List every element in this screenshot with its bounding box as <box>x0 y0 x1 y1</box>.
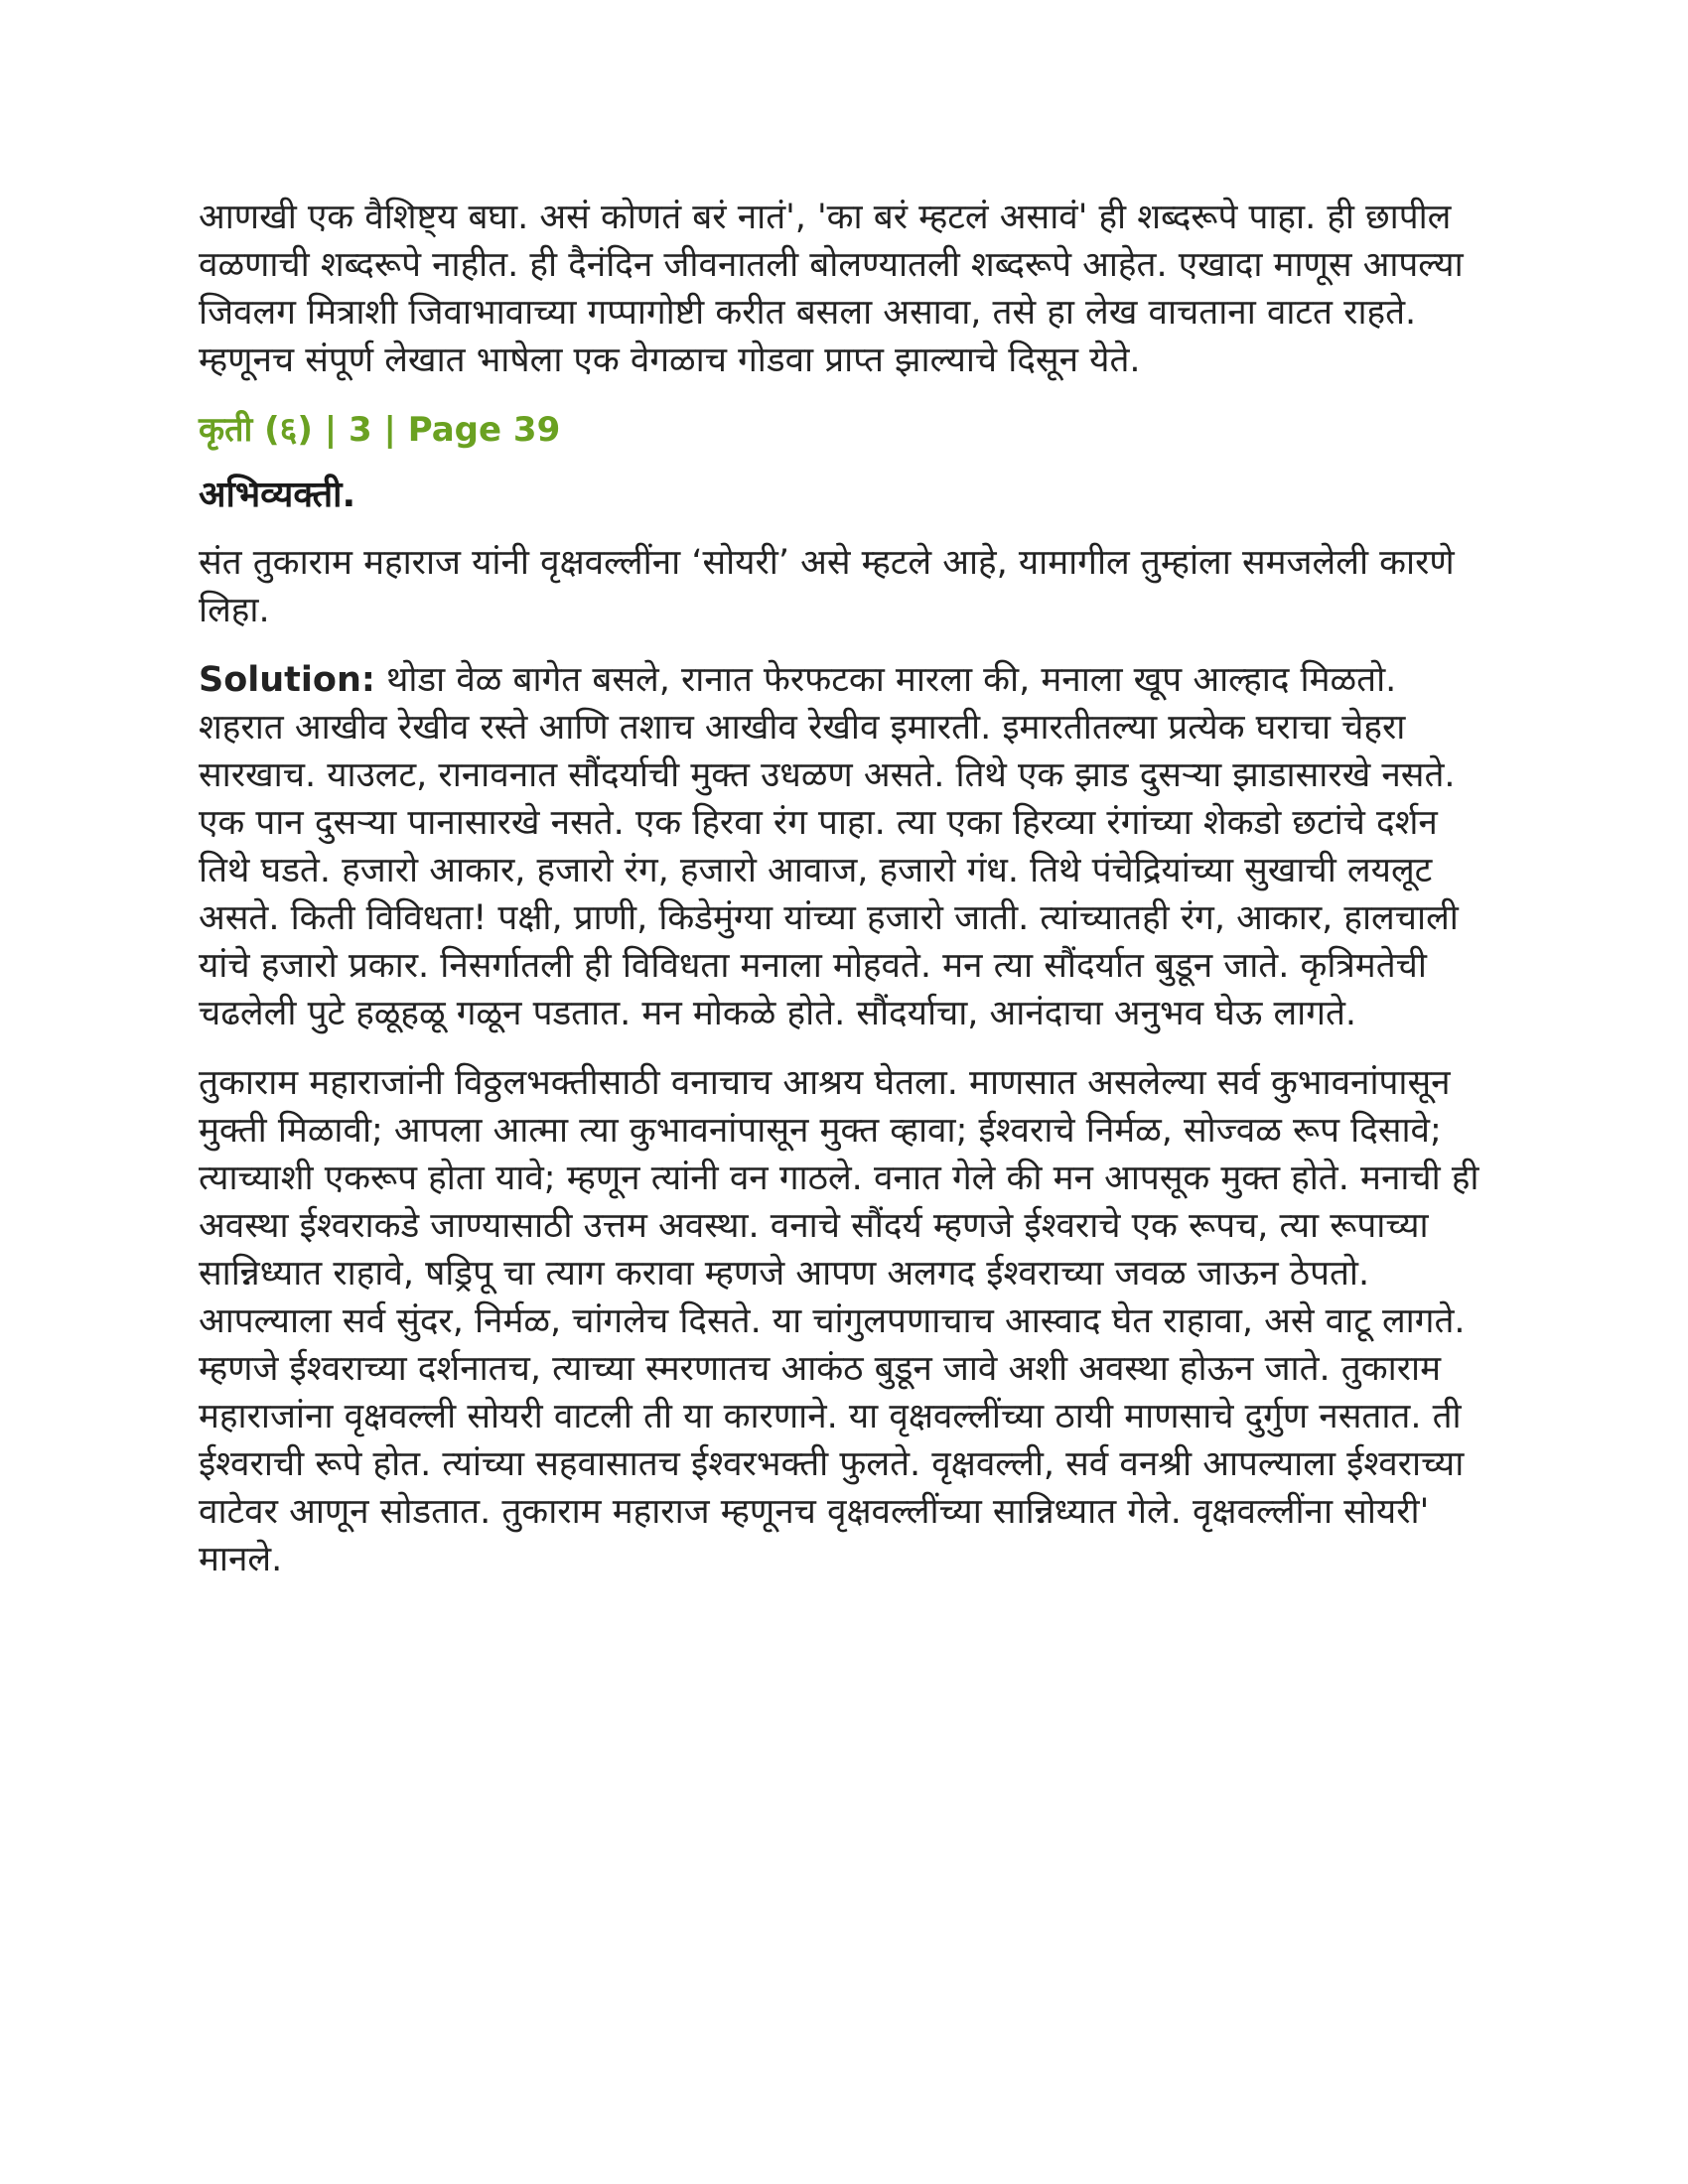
question-paragraph: संत तुकाराम महाराज यांनी वृक्षवल्लींना ‘सोयरी’ असे म्हटले आहे, यामागील तुम्हांला समजलेली कारणे लिहा. <box>199 543 1455 630</box>
solution-label: Solution: <box>199 660 375 700</box>
document-page <box>199 194 1489 1605</box>
section-heading: कृती (६) | 3 | Page 39 <box>199 410 561 450</box>
solution-paragraph <box>199 656 1489 1037</box>
intro-paragraph: आणखी एक वैशिष्ट्य बघा. असं कोणतं बरं नातं', 'का बरं म्हटलं असावं' ही शब्दरूपे पाहा. ही छापील वळणाची शब्दरूपे नाहीत. ही दैनंदिन जीवनातली बोलण्यातली शब्दरूपे आहेत. एखादा माणूस आपल्या जिवलग मित्राशी जिवाभावाच्या गप्पागोष्टी करीत बसला असावा, तसे हा लेख वाचताना वाटत राहते. म्हणूनच संपूर्ण लेखात भाषेला एक वेगळाच गोडवा प्राप्त झाल्याचे दिसून येते. <box>199 198 1464 380</box>
solution-text: थोडा वेळ बागेत बसले, रानात फेरफटका मारला की, मनाला खूप आल्हाद मिळतो. शहरात आखीव रेखीव रस्ते आणि तशाच आखीव रेखीव इमारती. इमारतीतल्या प्रत्येक घराचा चेहरा सारखाच. याउलट, रानावनात सौंदर्याची मुक्त उधळण असते. तिथे एक झाड दुसऱ्या झाडासारखे नसते. एक पान दुसऱ्या पानासारखे नसते. एक हिरवा रंग पाहा. त्या एका हिरव्या रंगांच्या शेकडो छटांचे दर्शन तिथे घडते. हजारो आकार, हजारो रंग, हजारो आवाज, हजारो गंध. तिथे पंचेद्रियांच्या सुखाची लयलूट असते. किती विविधता! पक्षी, प्राणी, किडेमुंग्या यांच्या हजारो जाती. त्यांच्यातही रंग, आकार, हालचाली यांचे हजारो प्रकार. निसर्गातली ही विविधता मनाला मोहवते. मन त्या सौंदर्यात बुडून जाते. कृत्रिमतेची चढलेली पुटे हळूहळू गळून पडतात. मन मोकळे होते. सौंदर्याचा, आनंदाचा अनुभव घेऊ लागते. <box>199 660 1459 1033</box>
final-paragraph: तुकाराम महाराजांनी विठ्ठलभक्तीसाठी वनाचाच आश्रय घेतला. माणसात असलेल्या सर्व कुभावनांपासून मुक्ती मिळावी; आपला आत्मा त्या कुभावनांपासून मुक्त व्हावा; ईश्वराचे निर्मळ, सोज्वळ रूप दिसावे; त्याच्याशी एकरूप होता यावे; म्हणून त्यांनी वन गाठले. वनात गेले की मन आपसूक मुक्त होते. मनाची ही अवस्था ईश्वराकडे जाण्यासाठी उत्तम अवस्था. वनाचे सौंदर्य म्हणजे ईश्वराचे एक रूपच, त्या रूपाच्या सान्निध्यात राहावे, षड्रिपू चा त्याग करावा म्हणजे आपण अलगद ईश्वराच्या जवळ जाऊन ठेपतो. आपल्याला सर्व सुंदर, निर्मळ, चांगलेच दिसते. या चांगुलपणाचाच आस्वाद घेत राहावा, असे वाटू लागते. म्हणजे ईश्वराच्या दर्शनातच, त्याच्या स्मरणातच आकंठ बुडून जावे अशी अवस्था होऊन जाते. तुकाराम महाराजांना वृक्षवल्ली सोयरी वाटली ती या कारणाने. या वृक्षवल्लींच्या ठायी माणसाचे दुर्गुण नसतात. ती ईश्वराची रूपे होत. त्यांच्या सहवासातच ईश्वरभक्ती फुलते. वृक्षवल्ली, सर्व वनश्री आपल्याला ईश्वराच्या वाटेवर आणून सोडतात. तुकाराम महाराज म्हणूनच वृक्षवल्लींच्या सान्निध्यात गेले. वृक्षवल्लींना सोयरी' मानले. <box>199 1063 1479 1579</box>
subheading: अभिव्यक्ती. <box>199 475 356 515</box>
